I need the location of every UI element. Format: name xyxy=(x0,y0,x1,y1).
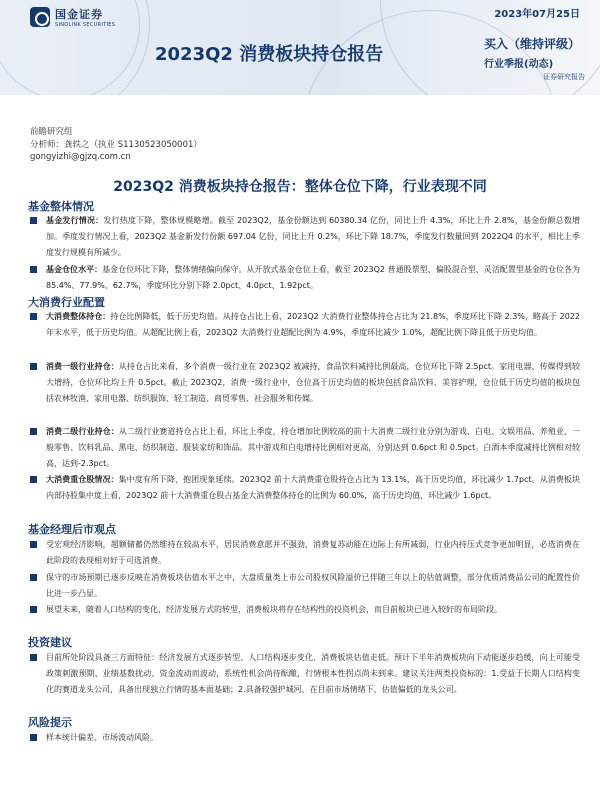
rating: 买入（维持评级） xyxy=(484,37,581,51)
para-text: 样本统计偏差、市场波动风险。 xyxy=(46,733,158,742)
bullet-icon xyxy=(30,363,37,370)
paragraph-view-1 xyxy=(30,537,580,569)
logo-text-en: SINOLINK SECURITIES xyxy=(55,22,116,28)
paragraph-heavy-holdings xyxy=(30,472,580,504)
para-text: 集中度有所下降，抱团现象延续。2023Q2 前十大消费重仓股持仓占比为 13.1%，高于历史均值，环比减少 1.7pct。从消费板块内部持股集中度上看，2023Q2 前十大消费重仓股占基金大消费整体持仓的比例为 60.0%，高于历史均值，环比减少 1.6pct。 xyxy=(46,475,580,500)
paragraph-consumer-overall xyxy=(30,309,580,341)
para-label: 大消费重仓股情况： xyxy=(46,475,119,484)
bullet-icon xyxy=(30,428,37,435)
para-text: 发行热度下降，整体规模略增。截至 2023Q2，基金份额达到 60380.34 亿份，同比上升 4.3%，环比上升 2.8%，基金份额总数增加。季度发行情况上看，2023Q2 基金新发行份额 697.04 亿份，同比上升 0.2%，环比下降 18.7%，季度发行数量回到 2022Q4 的水平，相比上季度发行规模有所减少。 xyxy=(46,216,581,257)
bullet-icon xyxy=(30,266,37,273)
para-text: 保守的市场预期已逐步反映在消费板块估值水平之中，大盘质量类上市公司股权风险溢价已伴随三年以上的估值调整，部分优质消费品公司的配置性价比进一步凸显。 xyxy=(46,573,580,598)
bullet-icon xyxy=(30,574,37,581)
bullet-icon xyxy=(30,734,37,741)
para-text: 持仓比例降低，低于历史均值。从持仓占比上看，2023Q2 大消费行业整体持仓占比为 21.8%，季度环比下降 2.3%，略高于 2022 年末水平，低于历史均值。从超配比例上看，2023Q2 大消费行业超配比例为 4.9%，季度环比减少 1.0%，超配比例下降且低于历史均值。 xyxy=(46,312,581,337)
section-risk: 风险提示 xyxy=(28,716,72,729)
bullet-icon xyxy=(30,476,37,483)
paragraph-view-3 xyxy=(30,602,580,618)
para-text: 展望未来，随着人口结构的变化，经济发展方式的转型，消费板块将存在结构性的投资机会，而目前板块已进入较好的布局阶段。 xyxy=(46,605,502,614)
para-label: 大消费整体持仓： xyxy=(46,312,111,321)
section-fund-overview: 基金整体情况 xyxy=(28,200,94,213)
section-consumer-config: 大消费行业配置 xyxy=(28,296,105,309)
paragraph-risk xyxy=(30,730,580,746)
paragraph-investment xyxy=(30,650,580,698)
para-text: 基金仓位环比下降，整体情绪偏向保守。从开放式基金仓位上看，截至 2023Q2 普通股票型、偏股混合型、灵活配置型基金的仓位各为 85.4%、77.9%、62.7%，季度环比分别下降 2.0pct、4.0pct、1.92pct。 xyxy=(46,265,581,290)
logo-icon xyxy=(30,7,50,27)
bullet-icon xyxy=(30,313,37,320)
section-manager-views: 基金经理后市观点 xyxy=(28,523,116,536)
bullet-icon xyxy=(30,654,37,661)
para-label: 消费一级行业持仓： xyxy=(46,362,119,371)
para-text: 受宏观经济影响，超额储蓄仍然维持在较高水平，居民消费意愿并不强劲，消费复苏动能在边际上有所减弱，行业内持压式竞争更加明显，必选消费在此阶段的表现相对好于可选消费。 xyxy=(46,540,580,565)
bullet-icon xyxy=(30,606,37,613)
para-text: 从持仓占比来看，多个消费一级行业在 2023Q2 被减持，食品饮料减持比例最高，仓位环比下降 2.5pct。家用电器、传媒得到较大增持，仓位环比均上升 0.5pct。截止 2023Q2，消费一级行业中，仓位高于历史均值的板块包括食品饮料、美容护理，仓位低于历史均值的板块包括农林牧渔、家用电器、纺织服饰、轻工制造、商贸零售、社会服务和传媒。 xyxy=(46,362,580,403)
analyst-email: gongyizhi@gjzq.com.cn xyxy=(30,152,131,162)
para-label: 基金仓位水平： xyxy=(46,265,103,274)
report-type: 行业季报(动态) xyxy=(484,59,554,70)
paragraph-level1-industry xyxy=(30,359,580,407)
analyst-info xyxy=(30,126,202,164)
main-title: 2023Q2 消费板块持仓报告：整体仓位下降，行业表现不同 xyxy=(113,179,487,195)
section-investment: 投资建议 xyxy=(28,636,72,649)
research-group: 前瞻研究组 xyxy=(30,127,73,137)
bullet-icon xyxy=(30,541,37,548)
report-subtitle: 证券研究报告 xyxy=(543,73,585,81)
paragraph-level2-industry xyxy=(30,424,580,472)
company-logo xyxy=(30,6,115,28)
header-band xyxy=(0,0,600,95)
paragraph-view-2 xyxy=(30,570,580,602)
paragraph-fund-position xyxy=(30,262,580,294)
report-title: 2023Q2 消费板块持仓报告 xyxy=(155,44,384,65)
paragraph-fund-issuance xyxy=(30,213,580,261)
report-date: 2023年07月25日 xyxy=(494,9,580,20)
para-text: 从二级行业赛道持仓占比上看，环比上季度，持仓增加比例较高的前十大消费二级行业分别为游戏、白电、文娱用品、养殖业、一般零售、饮料乳品、黑电、纺织制造、服装家纺和饰品。其中游戏和白电增持比例相对更高，分别达到 0.6pct 和 0.5pct。白酒本季度减持比例相对较高，达到-2.3pct。 xyxy=(46,427,581,468)
para-text: 目前所处阶段具备三方面特征：经济发展方式逐步转型、人口结构逐步变化、消费板块估值走低。预计下半年消费板块向下动能逐步趋缓，向上可能受政策刺激预期、业绩基数扰动、资金流动而波动，系统性机会尚待酝酿，行情根本性拐点尚未到来。建议关注两类投资标的：1.受益于长期人口结构变化的赛道龙头公司，具备出现独立行情的基本面基础；2.具备较强护城河，在目前市场情绪下，估值偏低的龙头公司。 xyxy=(46,653,580,694)
analyst-line: 分析师：龚轶之（执业 S1130523050001） xyxy=(30,139,202,150)
para-label: 基金发行情况： xyxy=(46,216,104,225)
logo-text-cn: 国金证券 xyxy=(55,8,103,21)
bullet-icon xyxy=(30,217,37,224)
para-label: 消费二级行业持仓： xyxy=(46,427,119,436)
